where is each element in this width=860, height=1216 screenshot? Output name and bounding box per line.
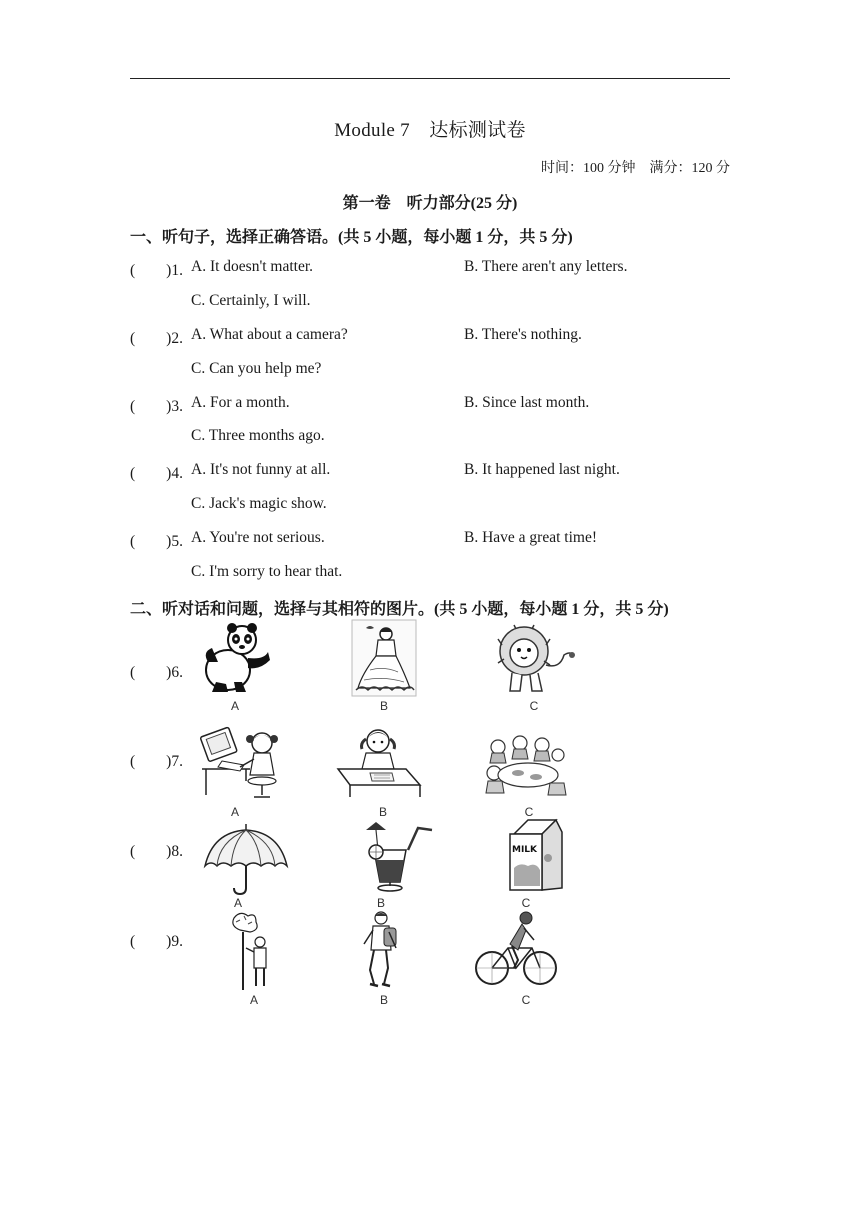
pic-label-a: A <box>230 699 239 713</box>
option-a: A. What about a camera? <box>191 326 348 343</box>
question-number: ( )8. <box>130 843 183 860</box>
pic-label-c: C <box>521 993 531 1007</box>
option-a: A. For a month. <box>191 394 290 411</box>
cyclist-icon <box>474 910 560 988</box>
option-a: A. It's not funny at all. <box>191 461 331 478</box>
hiker-icon <box>360 910 402 990</box>
question-number: ( )4. <box>130 465 183 482</box>
option-b: B. There aren't any letters. <box>464 258 628 275</box>
top-rule <box>130 78 730 79</box>
milk-label: MILK <box>512 845 538 855</box>
option-b: B. It happened last night. <box>464 461 620 478</box>
milk-carton-icon <box>506 818 564 894</box>
pic-label-b: B <box>379 993 388 1007</box>
part-heading: 第一卷 听力部分(25 分) <box>342 195 518 212</box>
princess-icon <box>352 620 416 696</box>
option-a: A. You're not serious. <box>191 529 325 546</box>
pic-label-c: C <box>524 805 534 819</box>
option-c: C. I'm sorry to hear that. <box>191 563 343 580</box>
question-number: ( )5. <box>130 533 183 550</box>
pic-label-c: C <box>521 896 531 910</box>
juice-glass-icon <box>362 820 434 894</box>
pic-label-b: B <box>376 896 385 910</box>
pic-label-a: A <box>230 805 239 819</box>
exam-meta: 时间：100 分钟 满分：120 分 <box>541 161 730 176</box>
option-a: A. It doesn't matter. <box>191 258 314 275</box>
page-title: Module 7 达标测试卷 <box>334 120 526 141</box>
option-b: B. There's nothing. <box>464 326 582 343</box>
girl-computer-icon <box>200 725 286 801</box>
umbrella-icon <box>203 822 289 896</box>
pic-label-a: A <box>249 993 258 1007</box>
girl-writing-icon <box>336 725 422 801</box>
option-c: C. Certainly, I will. <box>191 292 311 309</box>
question-number: ( )3. <box>130 398 183 415</box>
option-c: C. Can you help me? <box>191 360 322 377</box>
people-dinner-icon <box>484 733 568 799</box>
question-number: ( )6. <box>130 664 183 681</box>
question-number: ( )1. <box>130 262 183 279</box>
option-b: B. Since last month. <box>464 394 590 411</box>
option-c: C. Jack's magic show. <box>191 495 327 512</box>
option-c: C. Three months ago. <box>191 427 325 444</box>
lion-icon <box>496 625 576 697</box>
section1-heading: 一、听句子，选择正确答语。(共 5 小题，每小题 1 分，共 5 分) <box>130 229 573 246</box>
section2-heading: 二、听对话和问题，选择与其相符的图片。(共 5 小题，每小题 1 分，共 5 分) <box>130 601 669 618</box>
question-number: ( )9. <box>130 933 183 950</box>
option-b: B. Have a great time! <box>464 529 597 546</box>
panda-icon <box>198 622 272 696</box>
pic-label-a: A <box>233 896 242 910</box>
pic-label-c: C <box>529 699 539 713</box>
question-number: ( )7. <box>130 753 183 770</box>
pic-label-b: B <box>379 699 388 713</box>
pic-label-b: B <box>378 805 387 819</box>
question-number: ( )2. <box>130 330 183 347</box>
tree-planting-icon <box>226 910 274 992</box>
